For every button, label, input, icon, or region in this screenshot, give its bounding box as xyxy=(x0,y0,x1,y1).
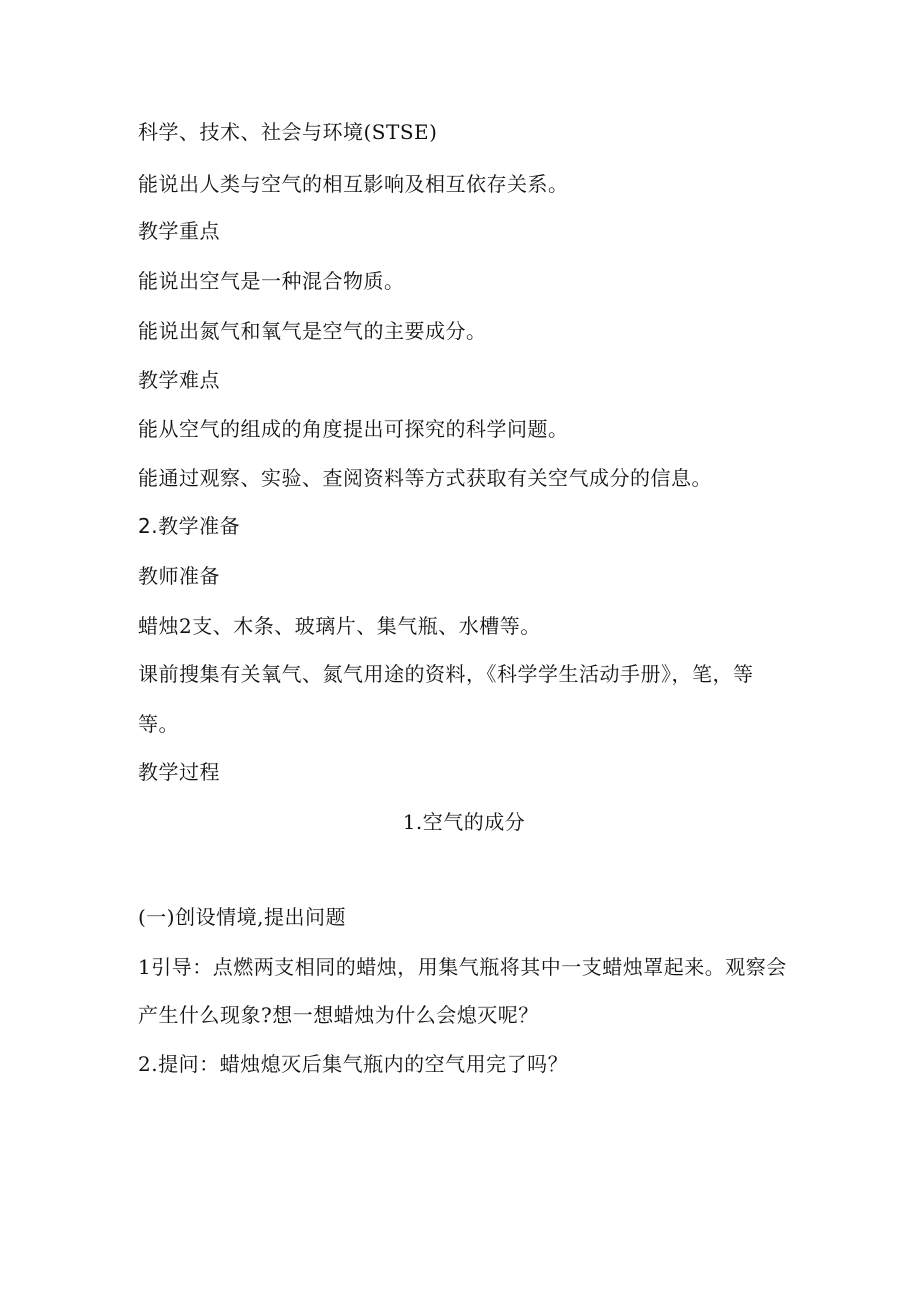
preparation-heading: 2.教学准备 xyxy=(138,514,241,538)
stse-heading: 科学、技术、社会与环境(STSE) xyxy=(138,120,438,144)
difficulty-2: 能通过观察、实验、查阅资料等方式获取有关空气成分的信息。 xyxy=(138,466,712,490)
step-2: 2.提问：蜡烛熄灭后集气瓶内的空气用完了吗？ xyxy=(138,1052,569,1076)
subsection-heading: (一)创设情境,提出问题 xyxy=(138,905,346,929)
difficulty-1: 能从空气的组成的角度提出可探究的科学问题。 xyxy=(138,417,569,441)
pre-class-resources-cont: 等。 xyxy=(138,712,179,736)
materials-list: 蜡烛2支、木条、玻璃片、集气瓶、水槽等。 xyxy=(138,614,541,638)
section-title: 1.空气的成分 xyxy=(402,810,526,834)
key-points-heading: 教学重点 xyxy=(138,219,220,243)
teacher-preparation-heading: 教师准备 xyxy=(138,564,220,588)
process-heading: 教学过程 xyxy=(138,760,220,784)
key-point-2: 能说出氮气和氧气是空气的主要成分。 xyxy=(138,319,487,343)
pre-class-resources: 课前搜集有关氧气、氮气用途的资料，《科学学生活动手册》，笔，等 xyxy=(138,662,754,686)
step-1: 1引导：点燃两支相同的蜡烛，用集气瓶将其中一支蜡烛罩起来。观察会 xyxy=(138,955,787,979)
key-point-1: 能说出空气是一种混合物质。 xyxy=(138,269,405,293)
step-1-cont: 产生什么现象?想一想蜡烛为什么会熄灭呢？ xyxy=(138,1003,539,1027)
stse-objective: 能说出人类与空气的相互影响及相互依存关系。 xyxy=(138,172,569,196)
difficulties-heading: 教学难点 xyxy=(138,368,220,392)
